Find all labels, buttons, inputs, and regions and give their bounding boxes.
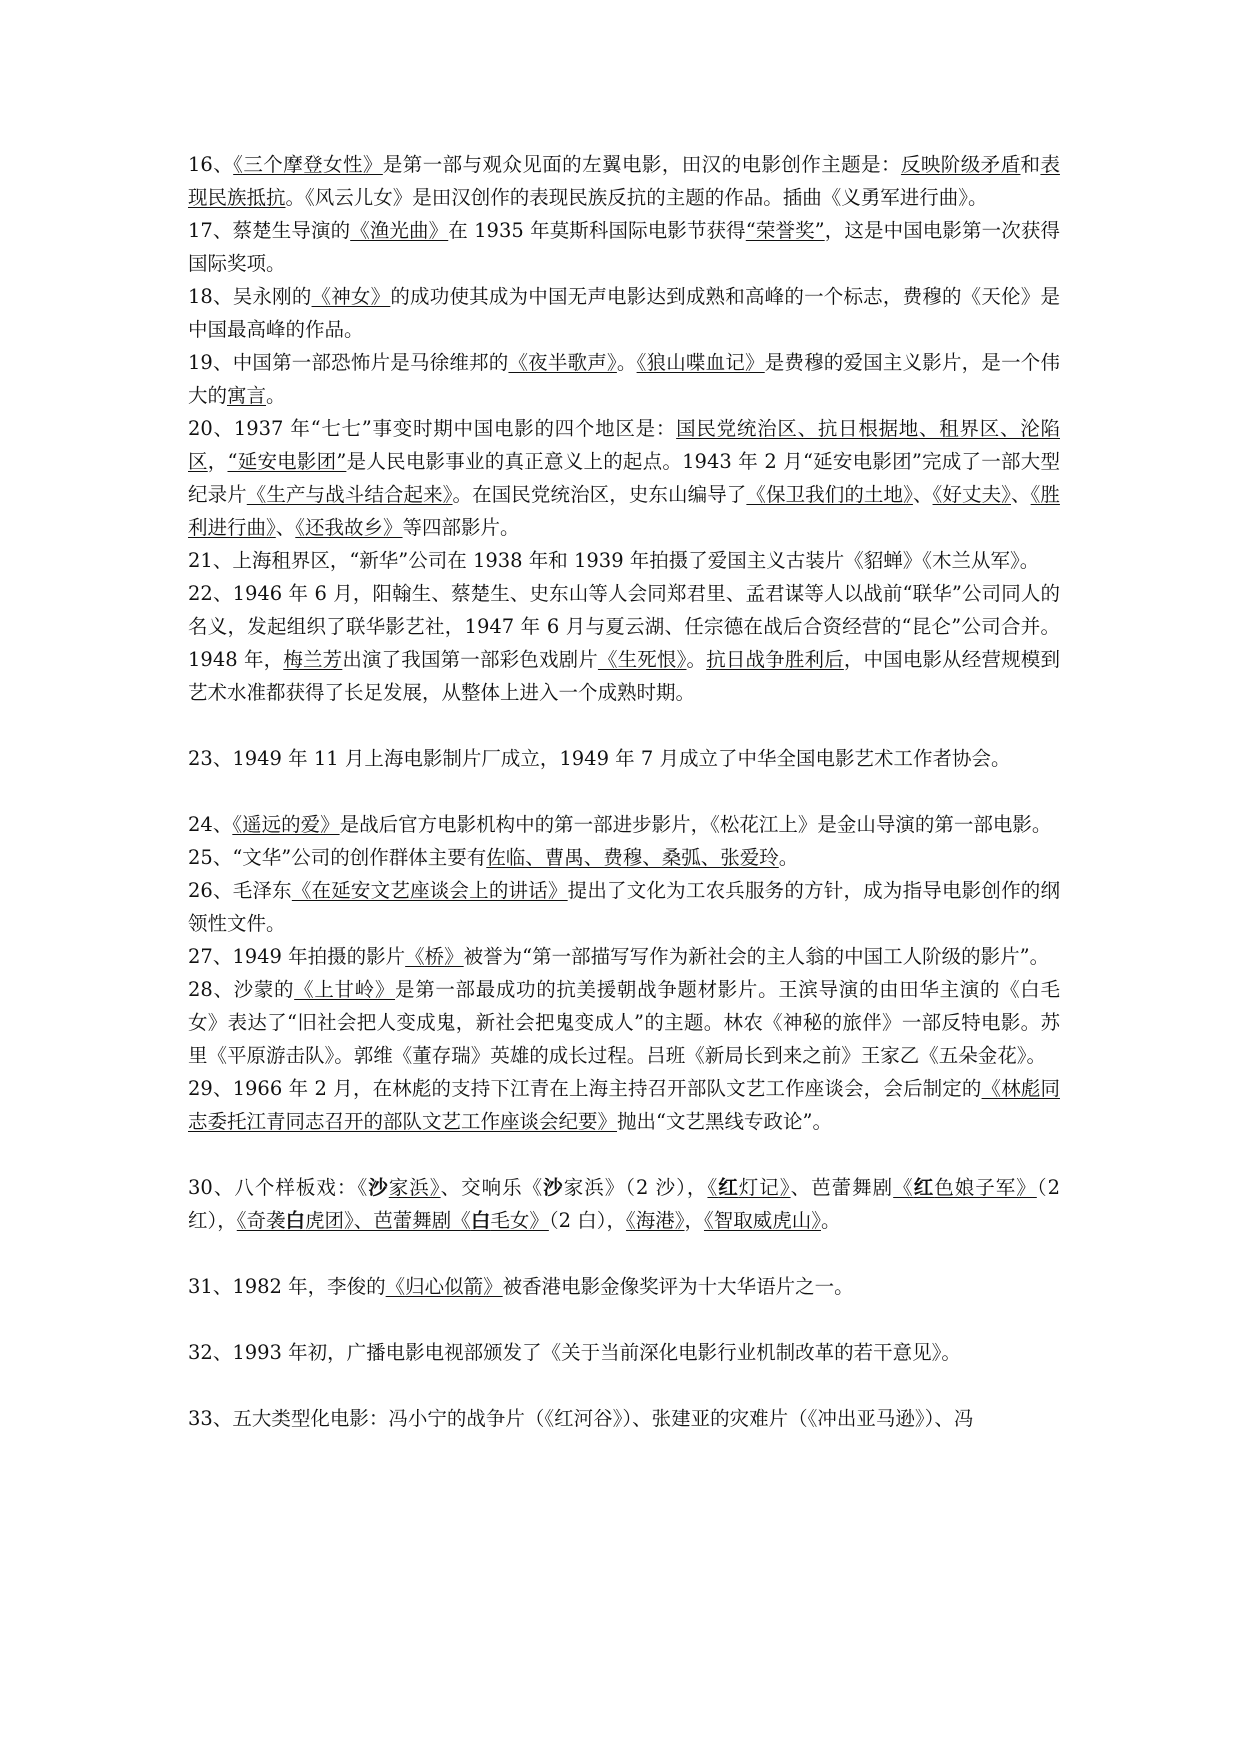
text-segment: 16、 — [188, 153, 234, 176]
text-segment: ，中国电影从经营规模到艺术水准都获得了长足发展，从整体上进入一个成熟时期。 — [188, 648, 1060, 704]
text-segment: 27、1949 年拍摄的影片 — [188, 945, 406, 968]
text-segment: 。 — [266, 384, 286, 407]
text-segment: 17、蔡楚生导演的 — [188, 219, 351, 242]
underlined-text: 《 — [893, 1176, 914, 1199]
text-segment: 21、上海租界区，“新华”公司在 1938 年和 1939 年拍摄了爱国主义古装片《貂蝉》《木兰从军》。 — [188, 549, 1040, 572]
text-segment: ， — [684, 1209, 704, 1232]
text-segment: 的成功使其成为中国无声电影达到成熟和高峰的一个标志，费穆的《天伦》是中国最高峰的作品。 — [188, 285, 1060, 341]
text-segment: 是费穆的爱国主义影片，是一个伟大的 — [188, 351, 1060, 407]
underlined-text: 《狼山喋血记》 — [636, 351, 765, 374]
underlined-text: 抗日战争胜利后 — [706, 648, 844, 671]
underlined-text: 反映阶级矛盾 — [900, 153, 1021, 176]
text-segment: 抛出“文艺黑线专政论”。 — [617, 1110, 832, 1133]
underlined-text: 国民党统治区、抗日根据地、租界区、沦陷区 — [188, 417, 1060, 473]
underlined-text: 佐临、曹禺、费穆、桑弧、张爱玲 — [486, 846, 779, 869]
paragraph — [188, 1270, 1060, 1303]
text-segment: 。《风云儿女》是田汉创作的表现民族反抗的主题的作品。插曲《义勇军进行曲》。 — [285, 186, 988, 209]
underlined-text: 毛女》 — [490, 1209, 549, 1232]
underlined-text: 《 — [707, 1176, 719, 1199]
underlined-text: 家浜》 — [388, 1176, 441, 1199]
text-segment: 24、 — [188, 813, 233, 836]
underlined-text: 灯记》 — [738, 1176, 791, 1199]
text-segment: 被誉为“第一部描写写作为新社会的主人翁的中国工人阶级的影片”。 — [463, 945, 1050, 968]
paragraph-gap — [188, 1237, 1060, 1270]
text-segment: 在 1935 年莫斯科国际电影节获得 — [448, 219, 746, 242]
underlined-text: 虎团》、芭蕾舞剧《 — [305, 1209, 471, 1232]
underlined-text: 表现民族抵抗 — [188, 153, 1060, 209]
underlined-text: 红 — [913, 1176, 935, 1199]
underlined-text: 《神女》 — [311, 285, 391, 308]
text-segment: ， — [207, 450, 228, 473]
text-segment: 29、1966 年 2 月，在林彪的支持下江青在上海主持召开部队文艺工作座谈会，会后制定的 — [188, 1077, 982, 1100]
paragraph — [188, 1402, 1060, 1435]
underlined-text: 红 — [718, 1176, 739, 1199]
underlined-text: “荣誉奖” — [745, 219, 825, 242]
underlined-text: 《桥》 — [405, 945, 464, 968]
underlined-text: 《夜半歌声》 — [508, 351, 617, 374]
underlined-text: 《还我故乡》 — [295, 516, 403, 539]
underlined-text: 《遥远的爱》 — [232, 813, 340, 836]
underlined-text: 《胜利进行曲》 — [188, 483, 1060, 539]
paragraph-gap — [188, 1303, 1060, 1336]
paragraph-gap — [188, 1369, 1060, 1402]
text-segment: 32、1993 年初，广播电影电视部颁发了《关于当前深化电影行业机制改革的若干意见》。 — [188, 1341, 961, 1364]
paragraph — [188, 808, 1060, 841]
underlined-text: 《林彪同志委托江青同志召开的部队文艺工作座谈会纪要》 — [188, 1077, 1060, 1133]
text-segment: 18、吴永刚的 — [188, 285, 312, 308]
paragraph-gap — [188, 709, 1060, 742]
underlined-text: 《好丈夫》 — [932, 483, 1011, 506]
text-segment: 25、“文华”公司的创作群体主要有 — [188, 846, 487, 869]
underlined-text: “延安电影团” — [227, 450, 347, 473]
text-segment: ，这是中国电影第一次获得国际奖项。 — [188, 219, 1060, 275]
text-segment: 28、沙蒙的 — [188, 978, 295, 1001]
paragraph — [188, 214, 1060, 280]
text-segment: 、 — [1011, 483, 1031, 506]
paragraph — [188, 874, 1060, 940]
text-segment: 。 — [686, 648, 707, 671]
text-segment: 被香港电影金像奖评为十大华语片之一。 — [502, 1275, 854, 1298]
paragraph — [188, 346, 1060, 412]
text-segment: 26、毛泽东 — [188, 879, 292, 902]
text-segment: 等四部影片。 — [402, 516, 520, 539]
text-segment: （2 红）， — [188, 1176, 1060, 1232]
paragraph-gap — [188, 775, 1060, 808]
underlined-text: 白 — [285, 1209, 306, 1232]
paragraph — [188, 1336, 1060, 1369]
text-segment: 沙 — [543, 1176, 564, 1199]
text-segment: 和 — [1020, 153, 1041, 176]
paragraph — [188, 973, 1060, 1072]
text-segment: 31、1982 年，李俊的 — [188, 1275, 386, 1298]
text-segment: 30、八个样板戏： — [188, 1176, 358, 1199]
paragraph — [188, 742, 1060, 775]
underlined-text: 白 — [470, 1209, 491, 1232]
paragraph — [188, 577, 1060, 709]
underlined-text: 《上甘岭》 — [294, 978, 396, 1001]
paragraph — [188, 1072, 1060, 1138]
underlined-text: 《生死恨》 — [597, 648, 687, 671]
text-segment: 是战后官方电影机构中的第一部进步影片，《松花江上》是金山导演的第一部电影。 — [339, 813, 1052, 836]
underlined-text: 《保卫我们的土地》 — [746, 483, 913, 506]
text-segment: 是第一部与观众见面的左翼电影，田汉的电影创作主题是： — [382, 153, 901, 176]
text-segment: 、 — [912, 483, 933, 506]
paragraph-gap — [188, 1138, 1060, 1171]
paragraph — [188, 940, 1060, 973]
text-segment: 家浜》（2 沙）， — [563, 1176, 708, 1199]
text-segment: 。 — [778, 846, 799, 869]
text-segment: 《 — [357, 1176, 369, 1199]
text-segment: 20、1937 年“七七”事变时期中国电影的四个地区是： — [188, 417, 677, 440]
text-segment: 是人民电影事业的真正意义上的起点。1943 年 2 月“延安电影团”完成了一部大型纪录片 — [188, 450, 1060, 506]
text-segment: 、 — [275, 516, 296, 539]
text-segment: 。 — [616, 351, 637, 374]
text-segment: 出演了我国第一部彩色戏剧片 — [342, 648, 598, 671]
underlined-text: 色娘子军》 — [934, 1176, 1037, 1199]
text-segment: 是第一部最成功的抗美援朝战争题材影片。王滨导演的由田华主演的《白毛女》表达了“旧社会把人变成鬼，新社会把鬼变成人”的主题。林农《神秘的旅伴》一部反特电影。苏里《平原游击队》。郭维《董存瑞》英雄的成长过程。吕班《新局长到来之前》王家乙《五朵金花》。 — [188, 978, 1060, 1067]
paragraph — [188, 841, 1060, 874]
document-page — [188, 148, 1060, 1435]
text-segment: 。 — [821, 1209, 841, 1232]
text-segment: 。在国民党统治区，史东山编导了 — [452, 483, 747, 506]
text-segment: 、交响乐《 — [440, 1176, 544, 1199]
underlined-text: 《海港》 — [625, 1209, 685, 1232]
underlined-text: 《智取威虎山》 — [703, 1209, 821, 1232]
text-segment: 提出了文化为工农兵服务的方针，成为指导电影创作的纲领性文件。 — [188, 879, 1060, 935]
underlined-text: 《在延安文艺座谈会上的讲话》 — [291, 879, 568, 902]
text-segment: 33、五大类型化电影：冯小宁的战争片（《红河谷》）、张建亚的灾难片（《冲出亚马逊》）、冯 — [188, 1407, 974, 1430]
underlined-text: 寓言 — [227, 384, 267, 407]
text-segment: 、芭蕾舞剧 — [790, 1176, 894, 1199]
underlined-text: 梅兰芳 — [283, 648, 343, 671]
text-segment: 19、中国第一部恐怖片是马徐维邦的 — [188, 351, 509, 374]
paragraph — [188, 148, 1060, 214]
underlined-text: 《生产与战斗结合起来》 — [246, 483, 453, 506]
paragraph — [188, 544, 1060, 577]
paragraph — [188, 280, 1060, 346]
underlined-text: 《归心似箭》 — [385, 1275, 503, 1298]
underlined-text: 《渔光曲》 — [350, 219, 449, 242]
paragraph — [188, 412, 1060, 544]
text-segment: 22、1946 年 6 月，阳翰生、蔡楚生、史东山等人会同郑君里、孟君谋等人以战前“联华”公司同人的名义，发起组织了联华影艺社，1947 年 6 月与夏云湖、任宗德在战后合资经营的“昆仑”公司合并。1948 年， — [188, 582, 1060, 671]
paragraph — [188, 1171, 1060, 1237]
text-segment: 23、1949 年 11 月上海电影制片厂成立，1949 年 7 月成立了中华全国电影艺术工作者协会。 — [188, 747, 1011, 770]
text-segment: （2 白）， — [548, 1209, 626, 1232]
text-segment: 沙 — [368, 1176, 389, 1199]
underlined-text: 《奇袭 — [236, 1209, 286, 1232]
underlined-text: 《三个摩登女性》 — [233, 153, 383, 176]
